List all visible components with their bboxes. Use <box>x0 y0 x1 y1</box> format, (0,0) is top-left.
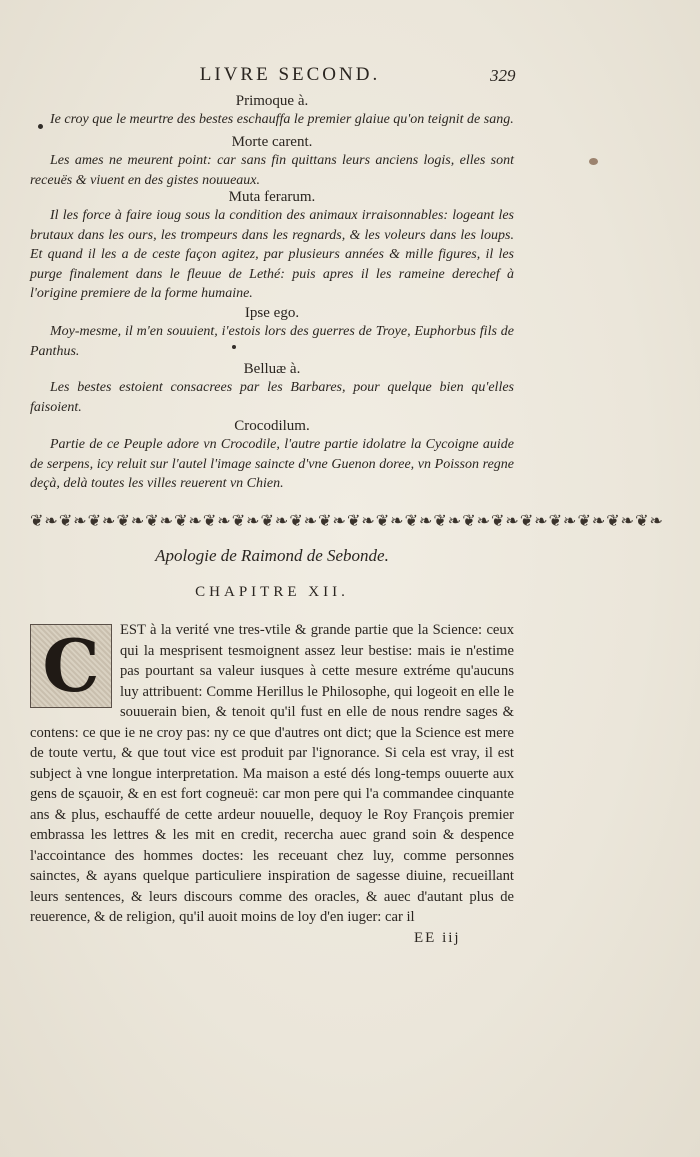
ink-dot <box>232 345 236 349</box>
quote-block-3 <box>30 188 514 304</box>
quote-lemma: Belluæ à. <box>243 361 301 377</box>
ink-stain <box>589 158 598 165</box>
section-title: Apologie de Raimond de Sebonde. <box>155 546 389 565</box>
quote-translation: Il les force à faire ioug sous la condition des animaux irraisonnables: logeant les brutaux dans les ours, les trompeurs dans les regnards, & les voleurs dans les loups. Et quand il les a de ceste façon agitez, par plusieurs années & mille figures, il les purge finalement dans le fleuue de Lethé: puis apres il les rameine derechef à l'origine premiere de la forme humaine. <box>30 208 514 301</box>
quote-translation: Les ames ne meurent point: car sans fin quittans leurs anciens logis, elles sont receuës & viuent en des gistes nouueaux. <box>30 153 514 188</box>
quote-lemma: Primoque à. <box>235 93 309 109</box>
quote-translation: Moy-mesme, il m'en souuient, i'estois lors des guerres de Troye, Euphorbus fils de Panthus. <box>30 324 514 359</box>
quote-lemma: Crocodilum. <box>234 418 310 434</box>
dropcap-letter: C <box>42 623 100 708</box>
signature-mark: EE iij <box>414 930 461 946</box>
quote-translation: Les bestes estoient consacrees par les Barbares, pour quelque bien qu'elles faisoient. <box>30 380 514 415</box>
chapter-body <box>30 620 514 928</box>
chapter-heading: CHAPITRE XII. <box>195 584 349 600</box>
quote-block-1 <box>30 92 514 130</box>
ornament-band: ❦❧❦❧❦❧❦❧❦❧❦❧❦❧❦❧❦❧❦❧❦❧❦❧❦❧❦❧❦❧❦❧❦❧❦❧❦❧❦❧❦❧❦❧ <box>30 511 664 530</box>
quote-block-6 <box>30 417 514 494</box>
quote-translation: Partie de ce Peuple adore vn Crocodile, l'autre partie idolatre la Cycoigne auide de serpens, icy reluit sur l'autel l'image saincte d'vne Guenon doree, vn Poisson regne deçà, delà toutes les villes reuerent vn Chien. <box>30 437 514 491</box>
quote-translation: Ie croy que le meurtre des bestes eschauffa le premier glaiue qu'on teignit de sang. <box>50 112 514 127</box>
running-title: LIVRE SECOND. <box>199 64 381 85</box>
ink-dot <box>38 124 43 129</box>
quote-block-5 <box>30 360 514 417</box>
chapter-body-text: EST à la verité vne tres-vtile & grande partie que la Science: ceux qui la mesprisent tesmoignent assez leur bestise: mais ie n'estime pas pourtant sa valeur iusques à cette mesure extréme qu'aucuns luy attribuent: Comme Herillus le Philosophe, qui logeoit en elle le souuerain bien, & tenoit qu'il fust en elle de nous rendre sages & contens: ce que ie ne croy pas: ny ce que d'autres ont dict; que la Science est mere de toute vertu, & que tout vice est produit par l'ignorance. Si cela est vray, il est subject à vne longue interpretation. Ma maison a esté dés long-temps ouuerte aux gens de sçauoir, & en est fort cogneuë: car mon pere qui l'a commandee cinquante ans & plus, eschauffé de cette ardeur nouuelle, dequoy le Roy François premier embrassa les lettres & les mit en credit, recercha auec grand soin & despence l'accointance des hommes doctes: les receuant chez luy, comme personnes sainctes, & ayans quelque particuliere inspiration de sagesse diuine, recueillant leurs sentences, & leurs discours comme des oracles, & auec d'autant plus de reuerence, & de religion, qu'il auoit moins de loy d'en iuger: car il <box>30 622 514 925</box>
quote-block-2 <box>30 133 514 190</box>
quote-lemma: Muta ferarum. <box>228 189 316 205</box>
page-number: 329 <box>490 66 516 85</box>
quote-block-4 <box>30 304 514 361</box>
quote-lemma: Morte carent. <box>231 134 313 150</box>
dropcap-ornament <box>30 624 112 708</box>
quote-lemma: Ipse ego. <box>244 305 300 321</box>
